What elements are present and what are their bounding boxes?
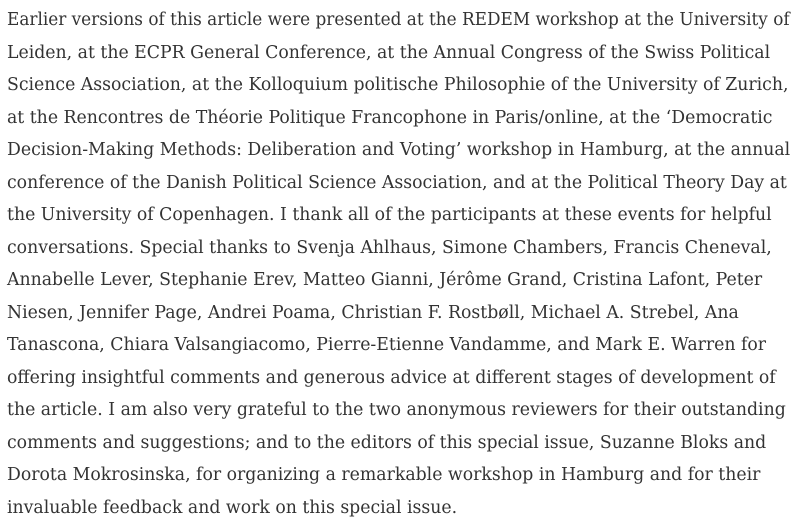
paragraph-line-7: the University of Copenhagen. I thank all of the participants at these events for helpful — [7, 205, 772, 225]
paragraph-line-6: conference of the Danish Political Science Association, and at the Political Theory Day at — [7, 172, 787, 193]
paragraph-line-8: conversations. Special thanks to Svenja Ahlhaus, Simone Chambers, Francis Cheneval, — [7, 237, 772, 258]
paragraph-line-5: Decision-Making Methods: Deliberation and Voting’ workshop in Hamburg, at the annual — [7, 140, 791, 160]
paragraph-line-12: offering insightful comments and generous advice at different stages of development of — [7, 367, 776, 388]
paragraph-line-4: at the Rencontres de Théorie Politique Francophone in Paris/online, at the ‘Democratic — [7, 107, 773, 128]
paragraph-line-9: Annabelle Lever, Stephanie Erev, Matteo Gianni, Jérôme Grand, Cristina Lafont, Peter — [7, 270, 763, 290]
paragraph-line-1: Earlier versions of this article were presented at the REDEM workshop at the University of — [7, 10, 790, 30]
paragraph-line-16: invaluable feedback and work on this special issue. — [7, 497, 458, 518]
paragraph-line-3: Science Association, at the Kolloquium politische Philosophie of the University of Zurich, — [7, 75, 789, 95]
paragraph-line-14: comments and suggestions; and to the editors of this special issue, Suzanne Bloks and — [7, 432, 767, 453]
paragraph-line-2: Leiden, at the ECPR General Conference, at the Annual Congress of the Swiss Political — [7, 42, 771, 63]
paragraph-line-11: Tanascona, Chiara Valsangiacomo, Pierre-Etienne Vandamme, and Mark E. Warren for — [7, 335, 767, 355]
paragraph-line-13: the article. I am also very grateful to the two anonymous reviewers for their outstanding — [7, 400, 786, 420]
paragraph-line-15: Dorota Mokrosinska, for organizing a remarkable workshop in Hamburg and for their — [7, 465, 761, 485]
acknowledgements-paragraph — [7, 4, 790, 522]
paragraph-line-10: Niesen, Jennifer Page, Andrei Poama, Christian F. Rostbøll, Michael A. Strebel, Ana — [7, 302, 739, 323]
